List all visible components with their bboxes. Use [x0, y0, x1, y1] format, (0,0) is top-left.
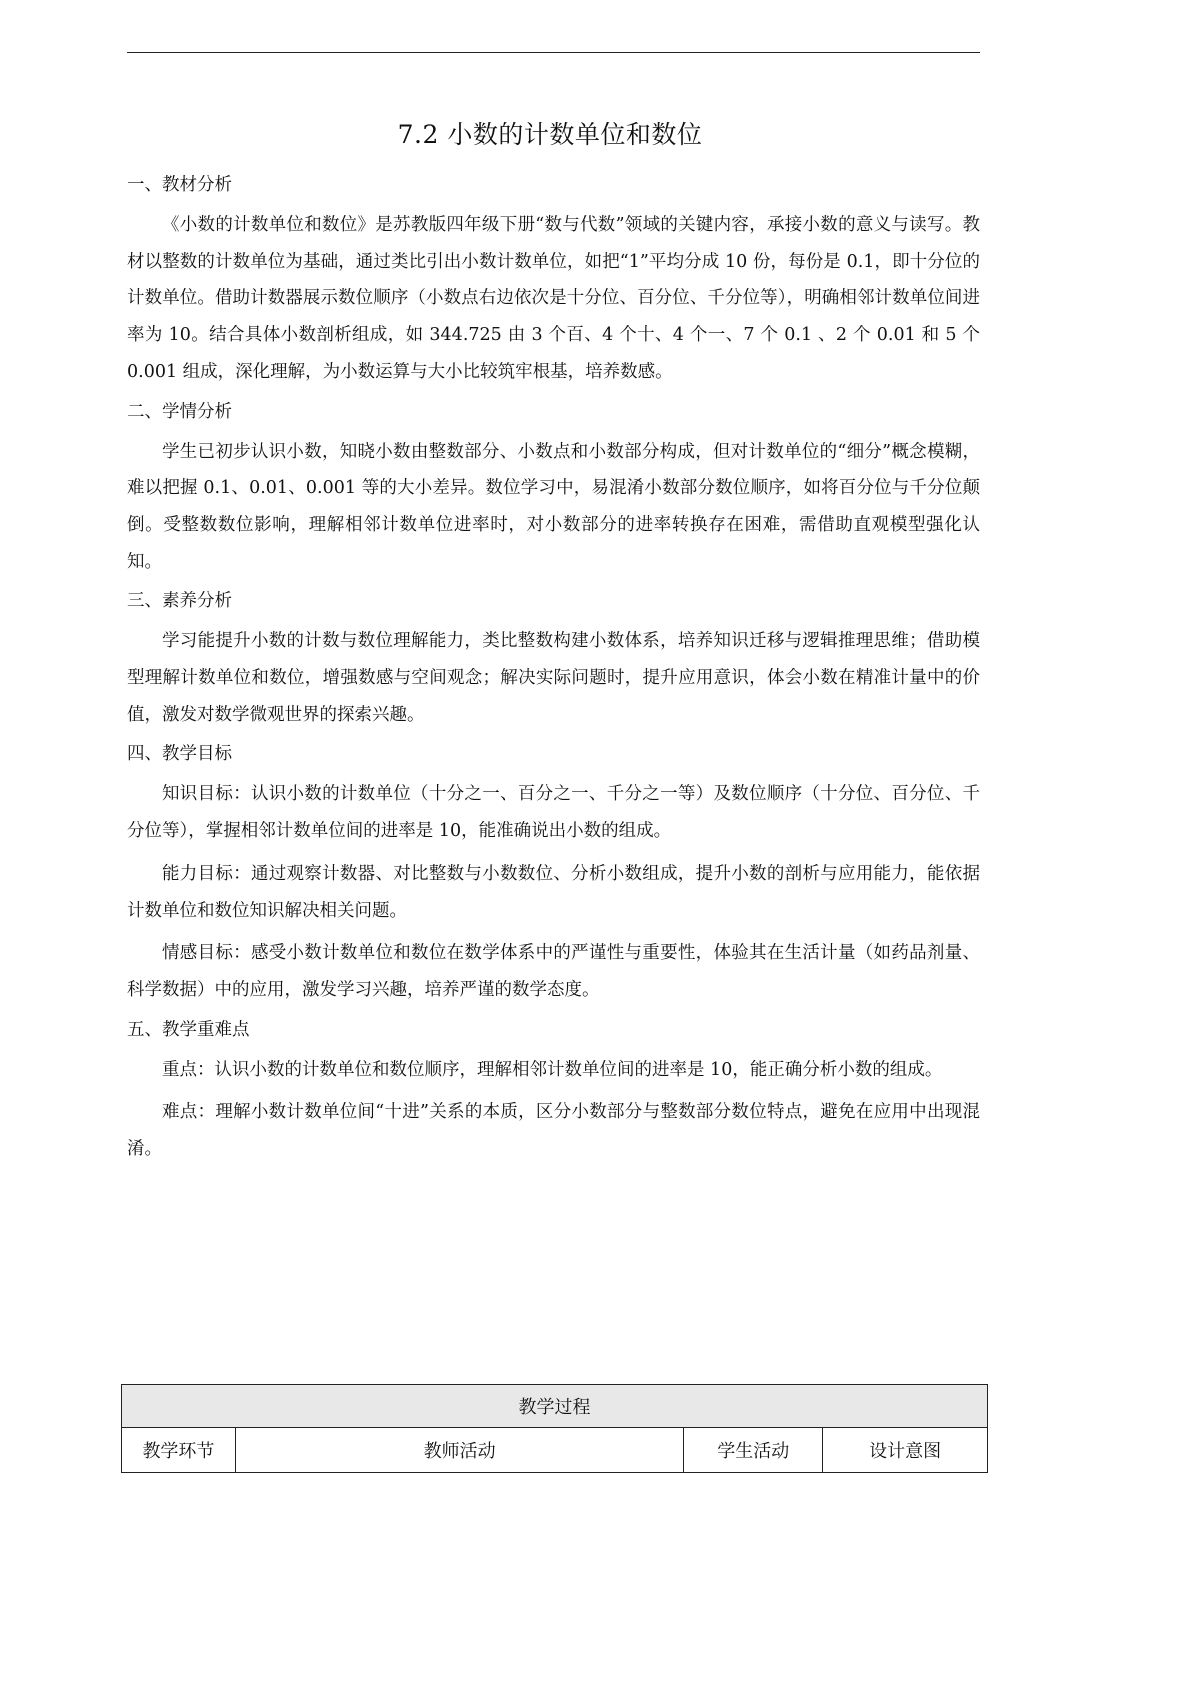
column-header: 教学环节 [122, 1428, 236, 1473]
section-paragraph: 重点：认识小数的计数单位和数位顺序，理解相邻计数单位间的进率是 10，能正确分析小数的组成。 [162, 1059, 943, 1080]
column-header: 设计意图 [823, 1428, 988, 1473]
header-rule [127, 52, 980, 53]
teaching-process-table [121, 1384, 988, 1473]
column-header: 学生活动 [684, 1428, 823, 1473]
section-paragraph: 难点：理解小数计数单位间“十进”关系的本质，区分小数部分与整数部分数位特点，避免在应用中出现混淆。 [127, 1102, 980, 1160]
table-column-row [122, 1428, 988, 1473]
section-heading: 四、教学目标 [127, 744, 232, 765]
section-heading: 五、教学重难点 [127, 1019, 250, 1040]
section-paragraph: 学习能提升小数的计数与数位理解能力，类比整数构建小数体系，培养知识迁移与逻辑推理思维；借助模型理解计数单位和数位，增强数感与空间观念；解决实际问题时，提升应用意识，体会小数在精准计量中的价值，激发对数学微观世界的探索兴趣。 [127, 631, 980, 725]
document-body [127, 170, 980, 1174]
document-title: 7.2 小数的计数单位和数位 [397, 120, 703, 149]
table-header-row [122, 1385, 988, 1428]
section-paragraph: 知识目标：认识小数的计数单位（十分之一、百分之一、千分之一等）及数位顺序（十分位、百分位、千分位等），掌握相邻计数单位间的进率是 10，能准确说出小数的组成。 [127, 784, 980, 842]
section-heading: 三、素养分析 [127, 591, 232, 612]
section-teaching-goals [127, 739, 980, 1008]
section-key-difficulties [127, 1015, 980, 1168]
section-literacy-analysis [127, 586, 980, 733]
column-header: 教师活动 [235, 1428, 683, 1473]
section-paragraph: 学生已初步认识小数，知晓小数由整数部分、小数点和小数部分构成，但对计数单位的“细分”概念模糊，难以把握 0.1、0.01、0.001 等的大小差异。数位学习中，易混淆小数部分数位顺序，如将百分位与千分位颠倒。受整数数位影响，理解相邻计数单位进率时，对小数部分的进率转换存在困难，需借助直观模型强化认知。 [127, 441, 980, 572]
table-caption: 教学过程 [122, 1385, 988, 1428]
section-heading: 二、学情分析 [127, 401, 232, 422]
section-textbook-analysis [127, 170, 980, 391]
section-student-analysis [127, 397, 980, 581]
section-paragraph: 能力目标：通过观察计数器、对比整数与小数数位、分析小数组成，提升小数的剖析与应用能力，能依据计数单位和数位知识解决相关问题。 [127, 863, 980, 921]
section-paragraph: 情感目标：感受小数计数单位和数位在数学体系中的严谨性与重要性，体验其在生活计量（如药品剂量、科学数据）中的应用，激发学习兴趣，培养严谨的数学态度。 [127, 943, 980, 1000]
section-heading: 一、教材分析 [127, 175, 232, 195]
section-paragraph: 《小数的计数单位和数位》是苏教版四年级下册“数与代数”领域的关键内容，承接小数的意义与读写。教材以整数的计数单位为基础，通过类比引出小数计数单位，如把“1”平均分成 10 份，每份是 0.1，即十分位的计数单位。借助计数器展示数位顺序（小数点右边依次是十分位、百分位、千分位等），明确相邻计数单位间进率为 10。结合具体小数剖析组成，如 344.725 由 3 个百、4 个十、4 个一、7 个 0.1 、2 个 0.01 和 5 个 0.001 组成，深化理解，为小数运算与大小比较筑牢根基，培养数感。 [127, 215, 980, 382]
